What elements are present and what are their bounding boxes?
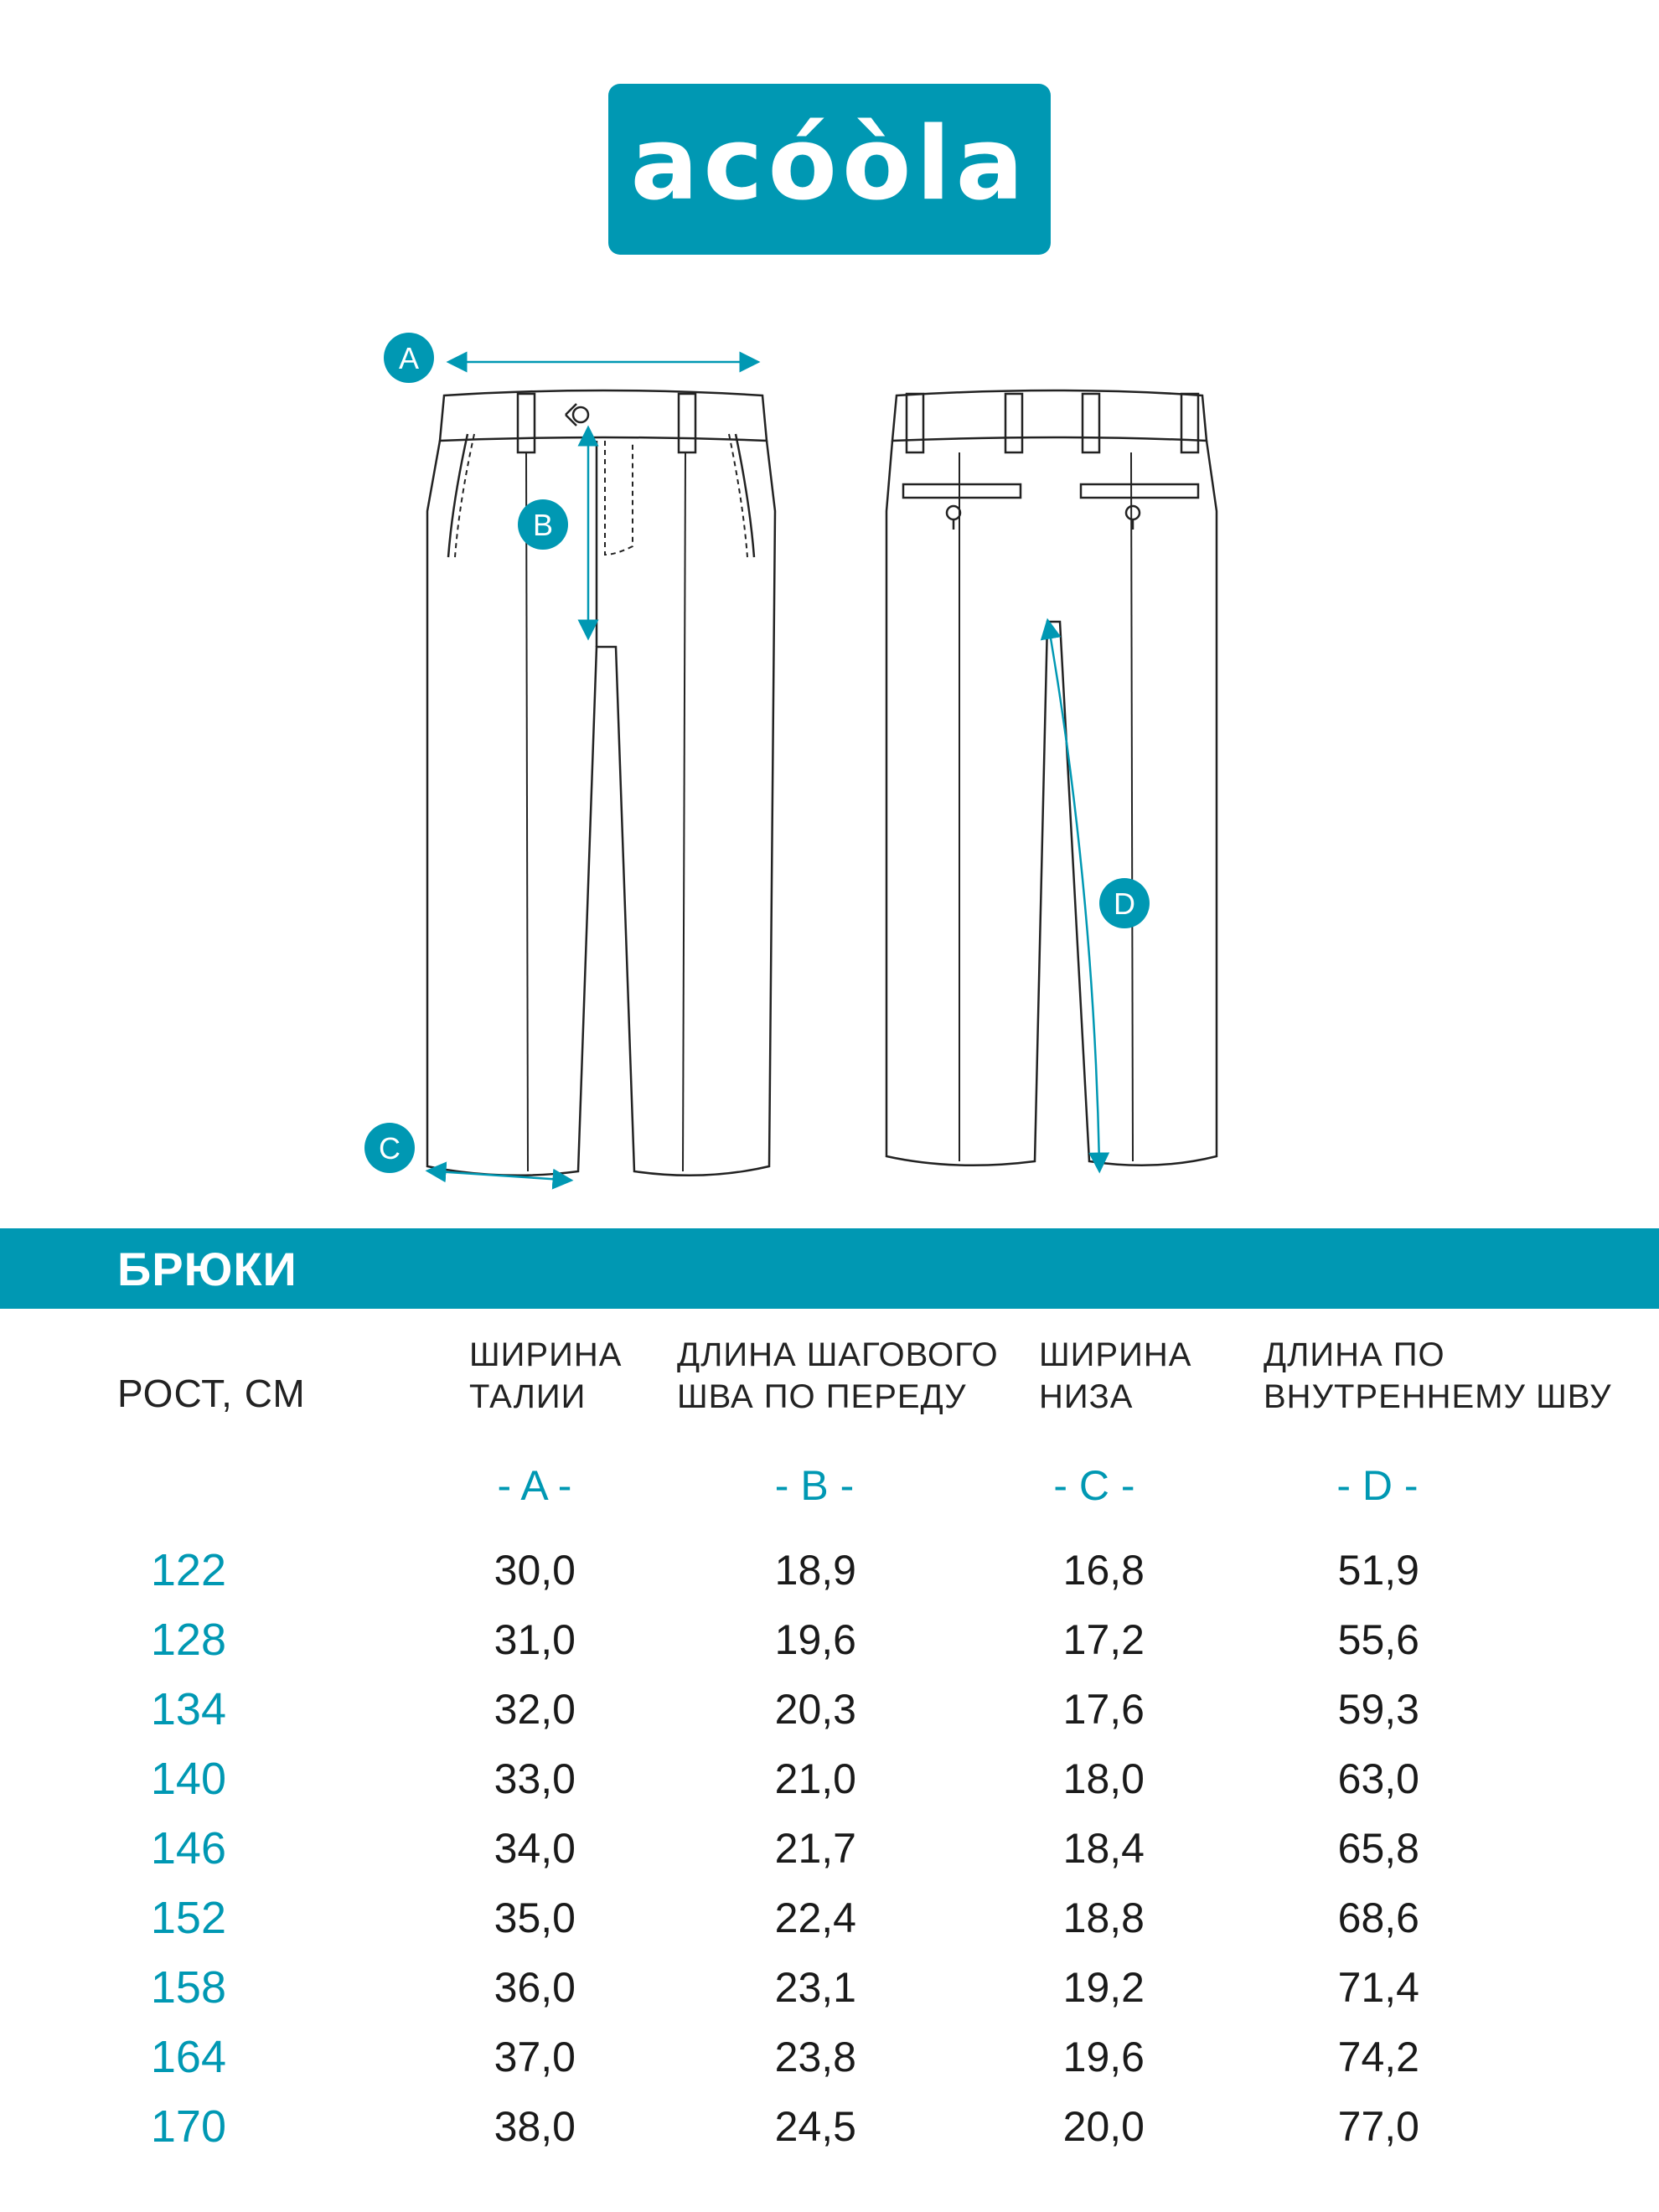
row-value-a: 36,0 <box>494 1964 576 2011</box>
row-value-a: 30,0 <box>494 1547 576 1594</box>
row-value-c: 18,0 <box>1062 1755 1145 1802</box>
row-height: 170 <box>150 2101 226 2152</box>
trousers-back-view <box>886 390 1217 1165</box>
row-value-d: 63,0 <box>1337 1755 1419 1802</box>
row-value-b: 18,9 <box>774 1547 856 1594</box>
header-c: ШИРИНА НИЗА <box>1039 1336 1192 1415</box>
row-height: 128 <box>150 1615 226 1665</box>
brand-logo-text: acóòla <box>630 106 1029 223</box>
row-value-d: 55,6 <box>1337 1616 1419 1663</box>
row-value-b: 19,6 <box>774 1616 856 1663</box>
row-value-d: 65,8 <box>1337 1825 1419 1872</box>
section-band <box>0 1228 1659 1309</box>
row-value-c: 19,2 <box>1062 1964 1145 2011</box>
trousers-front-view <box>427 390 775 1176</box>
row-value-c: 17,2 <box>1062 1616 1145 1663</box>
section-title: БРЮКИ <box>117 1243 297 1295</box>
row-value-d: 68,6 <box>1337 1894 1419 1941</box>
badge-a <box>384 333 434 383</box>
header-d: ДЛИНА ПО ВНУТРЕННЕМУ ШВУ <box>1264 1336 1612 1415</box>
row-value-b: 21,7 <box>774 1825 856 1872</box>
row-value-d: 71,4 <box>1337 1964 1419 2011</box>
row-value-b: 23,1 <box>774 1964 856 2011</box>
row-value-d: 59,3 <box>1337 1686 1419 1733</box>
table-row <box>0 1754 1659 1821</box>
header-height: РОСТ, СМ <box>117 1372 306 1415</box>
row-value-a: 32,0 <box>494 1686 576 1733</box>
row-value-b: 21,0 <box>774 1755 856 1802</box>
table-row <box>0 2101 1659 2168</box>
row-value-a: 37,0 <box>494 2034 576 2080</box>
svg-text:D: D <box>1114 886 1135 921</box>
row-value-a: 31,0 <box>494 1616 576 1663</box>
svg-text:A: A <box>398 341 420 375</box>
row-height: 152 <box>150 1893 226 1943</box>
header-a: ШИРИНА ТАЛИИ <box>469 1336 623 1415</box>
table-row <box>0 1893 1659 1960</box>
row-height: 158 <box>150 1962 226 2013</box>
row-value-a: 35,0 <box>494 1894 576 1941</box>
row-value-d: 51,9 <box>1337 1547 1419 1594</box>
row-value-c: 18,4 <box>1062 1825 1145 1872</box>
row-value-c: 19,6 <box>1062 2034 1145 2080</box>
table-row <box>0 1615 1659 1682</box>
row-value-c: 16,8 <box>1062 1547 1145 1594</box>
row-value-c: 18,8 <box>1062 1894 1145 1941</box>
row-value-d: 77,0 <box>1337 2103 1419 2150</box>
row-value-a: 33,0 <box>494 1755 576 1802</box>
badge-c <box>364 1123 415 1173</box>
row-value-c: 20,0 <box>1062 2103 1145 2150</box>
letter-a: - A - <box>497 1462 572 1509</box>
table-row <box>0 2032 1659 2099</box>
row-height: 134 <box>150 1684 226 1734</box>
row-height: 164 <box>150 2032 226 2082</box>
svg-text:B: B <box>532 508 554 542</box>
table-row <box>0 1684 1659 1751</box>
row-value-c: 17,6 <box>1062 1686 1145 1733</box>
letter-c: - C - <box>1053 1462 1135 1509</box>
letter-d: - D - <box>1336 1462 1419 1509</box>
table-row <box>0 1962 1659 2029</box>
svg-text:C: C <box>379 1131 401 1165</box>
badge-d <box>1099 878 1150 928</box>
row-height: 122 <box>150 1545 226 1595</box>
row-value-b: 20,3 <box>774 1686 856 1733</box>
brand-logo <box>608 84 1051 255</box>
trousers-diagram <box>0 318 1659 1207</box>
table-row <box>0 1823 1659 1890</box>
row-value-d: 74,2 <box>1337 2034 1419 2080</box>
row-height: 146 <box>150 1823 226 1873</box>
letter-b: - B - <box>774 1462 855 1509</box>
row-height: 140 <box>150 1754 226 1804</box>
row-value-b: 23,8 <box>774 2034 856 2080</box>
row-value-a: 38,0 <box>494 2103 576 2150</box>
badge-b <box>518 499 568 550</box>
row-value-a: 34,0 <box>494 1825 576 1872</box>
row-value-b: 22,4 <box>774 1894 856 1941</box>
table-row <box>0 1545 1659 1612</box>
row-value-b: 24,5 <box>774 2103 856 2150</box>
header-b: ДЛИНА ШАГОВОГО ШВА ПО ПЕРЕДУ <box>677 1336 999 1415</box>
